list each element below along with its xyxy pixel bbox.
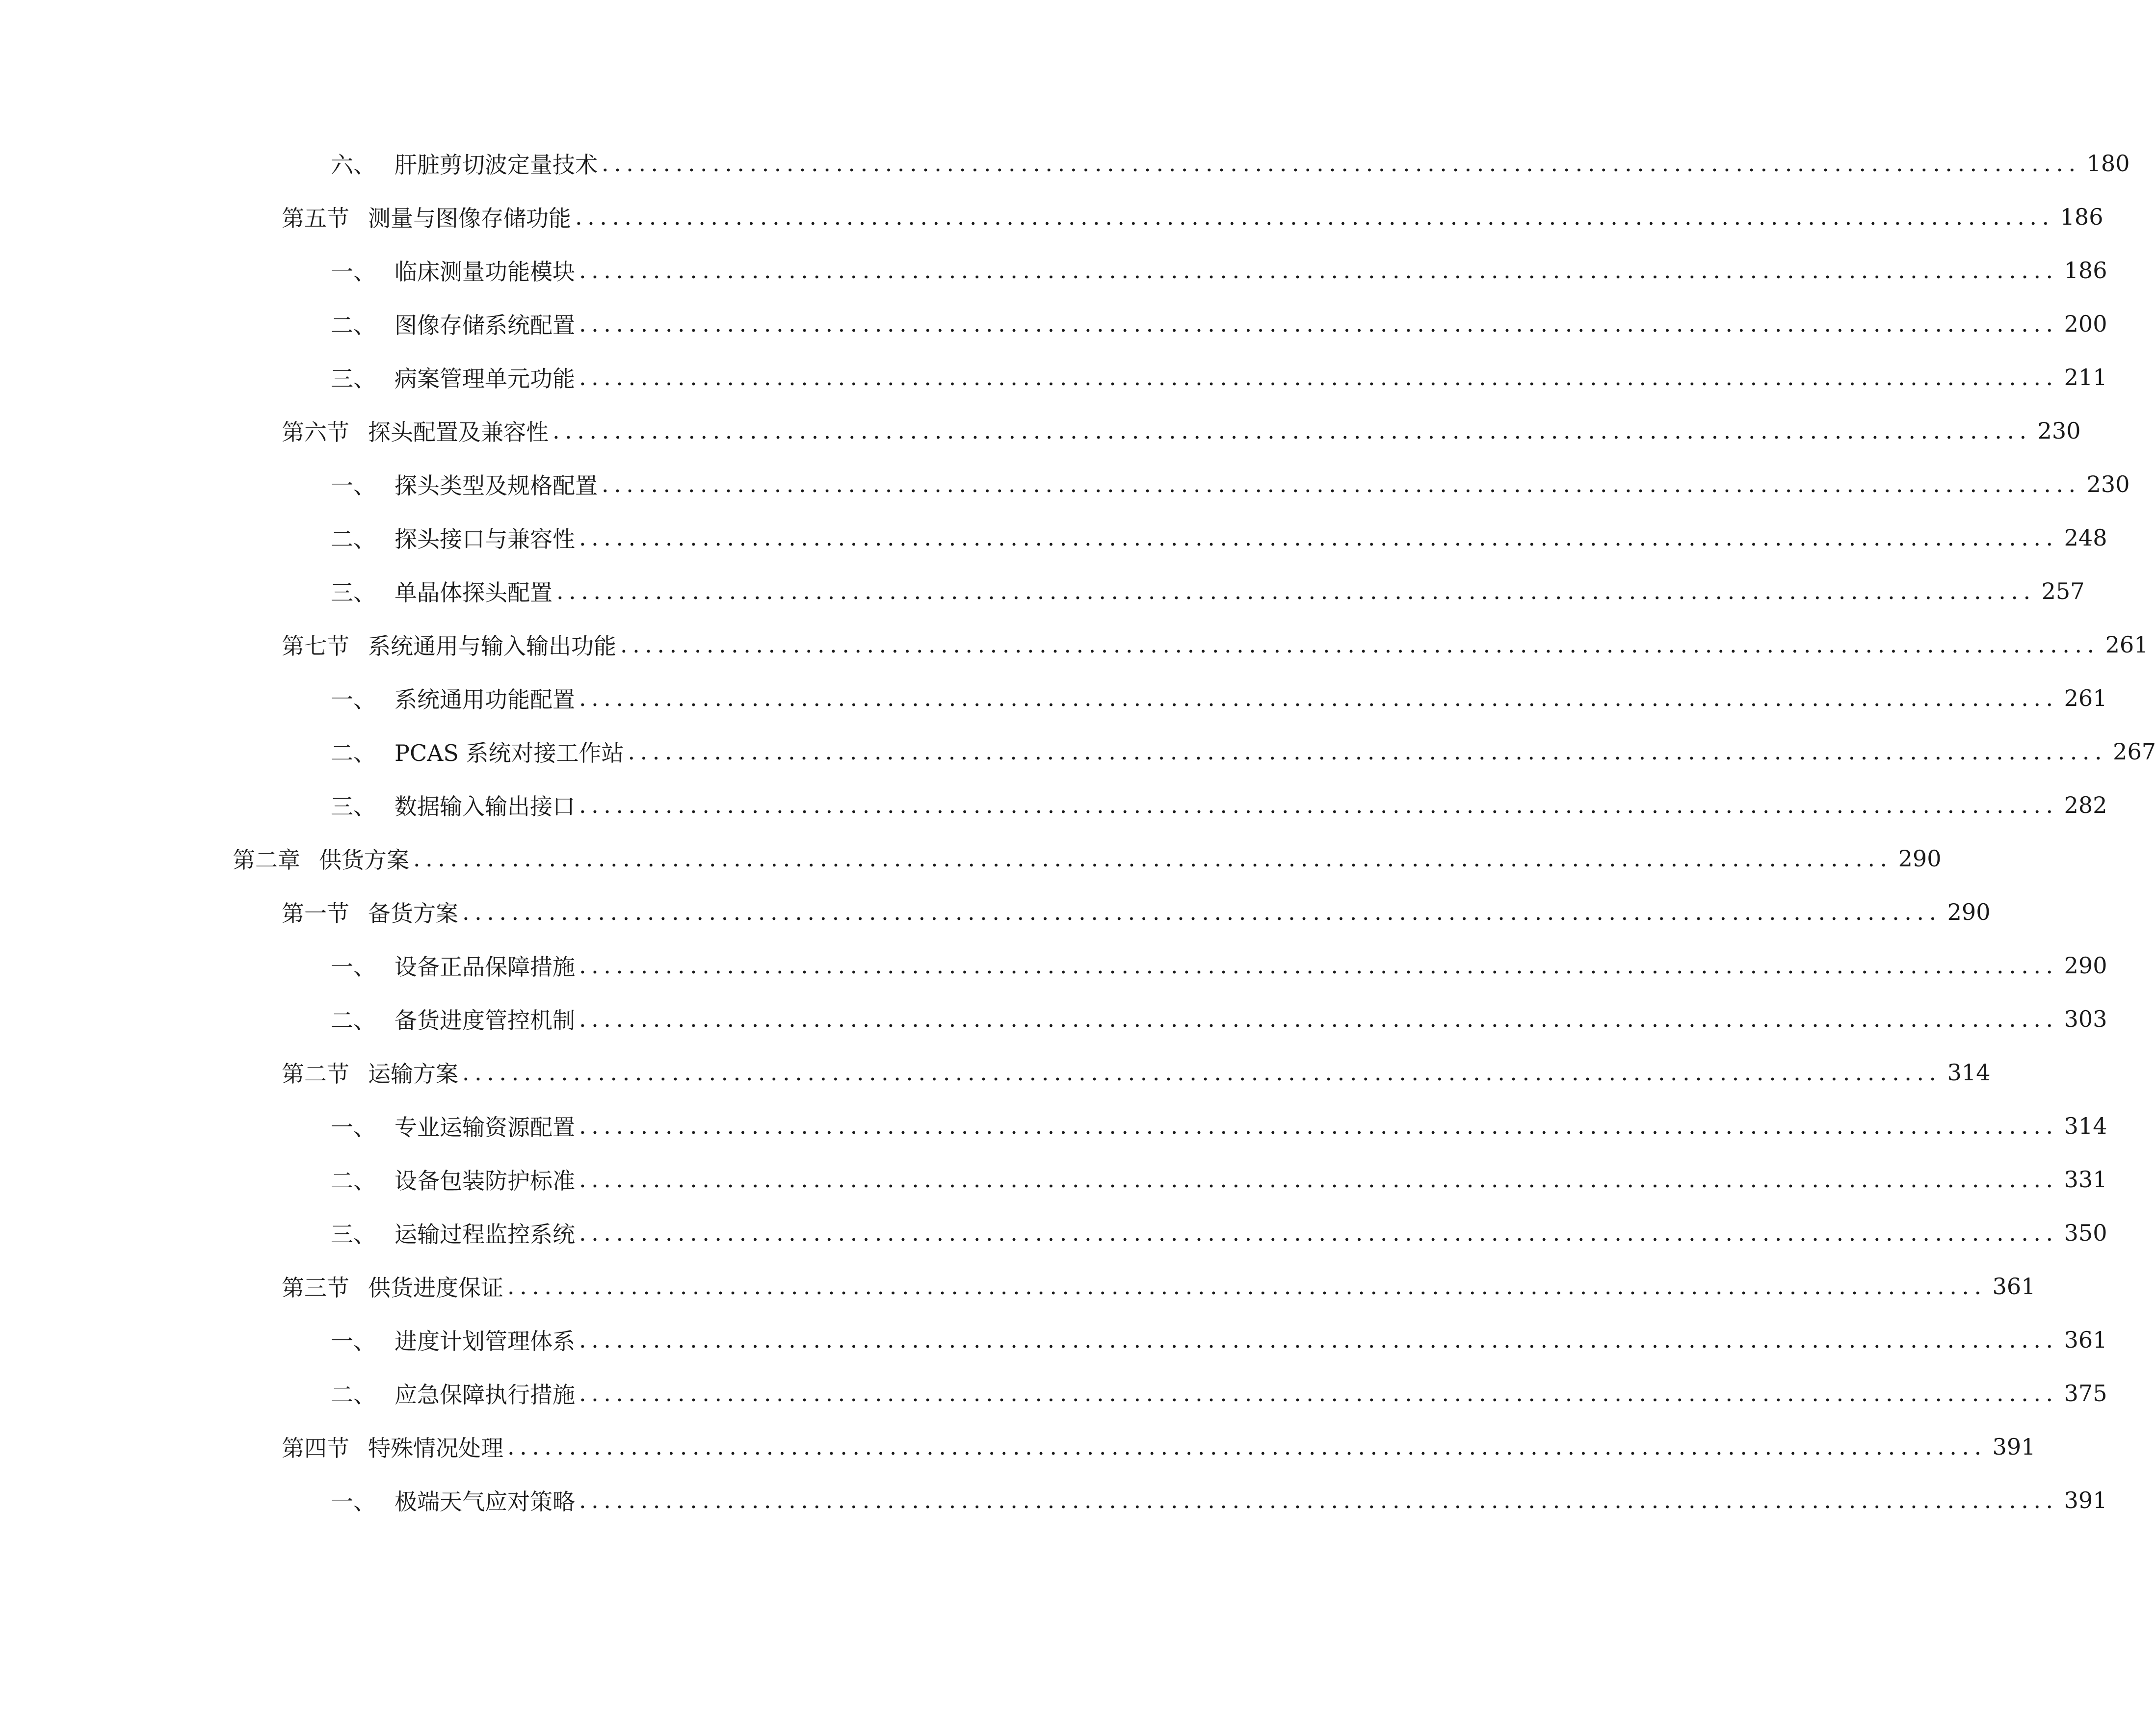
- toc-entry-title: 设备包装防护标准: [394, 1168, 575, 1194]
- toc-entry-page: 361: [2064, 1327, 2107, 1353]
- toc-entry: [282, 1053, 1991, 1092]
- toc-entry-page: 230: [2086, 471, 2130, 497]
- dot-leader: ........................................................................................................................: [579, 685, 2058, 711]
- toc-entry: [331, 1374, 2107, 1413]
- toc-entry-page: 350: [2064, 1220, 2107, 1246]
- dot-leader: ........................................................................................................................: [462, 1059, 1942, 1086]
- toc-entry-number: 第三节: [282, 1275, 349, 1301]
- toc-entry-page: 290: [2064, 952, 2107, 979]
- toc-entry-number: 第四节: [282, 1435, 349, 1461]
- toc-entry-title: 图像存储系统配置: [394, 312, 575, 339]
- toc-entry-page: 230: [2037, 417, 2081, 444]
- toc-entry-page: 375: [2064, 1380, 2107, 1407]
- dot-leader: ........................................................................................................................: [579, 257, 2058, 284]
- toc-entry-page: 303: [2064, 1006, 2107, 1032]
- toc-entry-number: 第五节: [282, 205, 349, 232]
- dot-leader: ........................................................................................................................: [579, 364, 2058, 391]
- toc-entry-title: 专业运输资源配置: [394, 1114, 575, 1141]
- dot-leader: ........................................................................................................................: [579, 1380, 2058, 1407]
- toc-entry-page: 261: [2105, 631, 2149, 658]
- toc-entry: [282, 1427, 2036, 1466]
- toc-entry: [331, 572, 2085, 611]
- toc-entry-page: 180: [2086, 150, 2130, 177]
- toc-entry-number: 二、: [331, 1007, 376, 1034]
- toc-entry: [282, 411, 2081, 450]
- toc-entry-page: 314: [2064, 1113, 2107, 1139]
- toc-entry-number: 二、: [331, 312, 376, 339]
- dot-leader: ........................................................................................................................: [620, 631, 2100, 658]
- toc-entry-title: 系统通用与输入输出功能: [368, 633, 616, 659]
- toc-entry-number: 一、: [331, 472, 376, 499]
- toc-entry-title: 设备正品保障措施: [394, 954, 575, 980]
- toc-entry: [331, 1481, 2107, 1520]
- toc-entry: [331, 1106, 2107, 1146]
- toc-entry-number: 三、: [331, 1221, 376, 1248]
- toc-entry-page: 391: [1992, 1434, 2036, 1460]
- toc-entry: [331, 1320, 2107, 1359]
- toc-entry-title: 极端天气应对策略: [394, 1488, 575, 1515]
- toc-entry: [331, 999, 2107, 1039]
- dot-leader: ........................................................................................................................: [575, 204, 2054, 230]
- toc-entry-title: 数据输入输出接口: [394, 793, 575, 820]
- toc-entry-number: 第二章: [233, 847, 300, 873]
- toc-entry-title: 单晶体探头配置: [394, 579, 552, 606]
- toc-entry-number: 三、: [331, 793, 376, 820]
- toc-entry: [331, 144, 2130, 183]
- dot-leader: ........................................................................................................................: [507, 1434, 1987, 1460]
- toc-entry: [282, 892, 1991, 932]
- toc-entry-page: 314: [1947, 1059, 1991, 1086]
- toc-entry-title: 探头配置及兼容性: [368, 419, 549, 445]
- toc-entry-number: 第二节: [282, 1061, 349, 1087]
- toc-entry-page: 290: [1898, 845, 1942, 872]
- toc-entry-page: 331: [2064, 1166, 2107, 1193]
- toc-entry-title: 运输过程监控系统: [394, 1221, 575, 1248]
- dot-leader: ........................................................................................................................: [507, 1273, 1987, 1300]
- dot-leader: ........................................................................................................................: [579, 1220, 2058, 1246]
- dot-leader: ........................................................................................................................: [602, 471, 2081, 497]
- toc-entry-title: 肝脏剪切波定量技术: [394, 152, 598, 178]
- toc-entry-number: 第一节: [282, 900, 349, 927]
- toc-entry-number: 二、: [331, 1382, 376, 1408]
- dot-leader: ........................................................................................................................: [579, 1113, 2058, 1139]
- toc-entry: [282, 625, 2149, 664]
- toc-entry: [331, 518, 2107, 557]
- toc-entry-title: 进度计划管理体系: [394, 1328, 575, 1355]
- toc-entry-page: 361: [1992, 1273, 2036, 1300]
- dot-leader: ........................................................................................................................: [556, 578, 2036, 604]
- toc-entry-number: 二、: [331, 740, 376, 766]
- toc-entry-number: 一、: [331, 259, 376, 285]
- toc-entry-title: 测量与图像存储功能: [368, 205, 571, 232]
- dot-leader: ........................................................................................................................: [579, 311, 2058, 337]
- toc-entry-number: 二、: [331, 526, 376, 552]
- dot-leader: ........................................................................................................................: [462, 899, 1942, 925]
- toc-entry-number: 第七节: [282, 633, 349, 659]
- toc-entry: [331, 678, 2107, 718]
- toc-entry-page: 282: [2064, 792, 2107, 818]
- toc-entry: [282, 197, 2103, 236]
- toc-entry-page: 211: [2064, 364, 2107, 391]
- dot-leader: ........................................................................................................................: [413, 845, 1893, 872]
- toc-entry-number: 三、: [331, 365, 376, 392]
- toc-entry-title: 供货方案: [319, 847, 409, 873]
- toc-entry: [331, 1160, 2107, 1199]
- toc-entry-number: 三、: [331, 579, 376, 606]
- dot-leader: ........................................................................................................................: [579, 524, 2058, 551]
- toc-entry-number: 第六节: [282, 419, 349, 445]
- dot-leader: ........................................................................................................................: [579, 952, 2058, 979]
- toc-entry-number: 一、: [331, 1488, 376, 1515]
- dot-leader: ........................................................................................................................: [579, 1327, 2058, 1353]
- toc-entry-page: 267: [2113, 738, 2156, 765]
- toc-entry-page: 261: [2064, 685, 2107, 711]
- toc-entry-number: 一、: [331, 686, 376, 713]
- toc-entry: [331, 304, 2107, 343]
- toc-entry-title: 供货进度保证: [368, 1275, 503, 1301]
- toc-entry-page: 200: [2064, 311, 2107, 337]
- toc-entry-number: 一、: [331, 1328, 376, 1355]
- toc-entry: [282, 1267, 2036, 1306]
- toc-entry-title: 备货方案: [368, 900, 458, 927]
- toc-entry-title: 运输方案: [368, 1061, 458, 1087]
- toc-entry-page: 186: [2060, 204, 2103, 230]
- toc-entry: [331, 946, 2107, 985]
- toc-entry: [331, 251, 2107, 290]
- dot-leader: ........................................................................................................................: [579, 1166, 2058, 1193]
- toc-entry: [331, 732, 2156, 771]
- toc-entry-title: 探头接口与兼容性: [394, 526, 575, 552]
- toc-entry-page: 248: [2064, 524, 2107, 551]
- dot-leader: ........................................................................................................................: [579, 792, 2058, 818]
- dot-leader: ........................................................................................................................: [579, 1006, 2058, 1032]
- dot-leader: ........................................................................................................................: [579, 1487, 2058, 1513]
- toc-entry-title: PCAS 系统对接工作站: [394, 740, 624, 766]
- toc-entry-number: 一、: [331, 954, 376, 980]
- toc-entry-page: 391: [2064, 1487, 2107, 1513]
- toc-entry-title: 探头类型及规格配置: [394, 472, 598, 499]
- dot-leader: ........................................................................................................................: [552, 417, 2032, 444]
- toc-entry: [331, 1213, 2107, 1252]
- toc-entry-number: 六、: [331, 152, 376, 178]
- toc-entry-title: 应急保障执行措施: [394, 1382, 575, 1408]
- toc-entry-number: 一、: [331, 1114, 376, 1141]
- toc-entry-title: 病案管理单元功能: [394, 365, 575, 392]
- toc-entry-title: 系统通用功能配置: [394, 686, 575, 713]
- toc-entry-title: 临床测量功能模块: [394, 259, 575, 285]
- dot-leader: ........................................................................................................................: [628, 738, 2107, 765]
- toc-entry: [331, 465, 2130, 504]
- toc-entry-title: 特殊情况处理: [368, 1435, 503, 1461]
- toc-entry: [331, 358, 2107, 397]
- toc-entry: [233, 839, 1942, 878]
- toc-entry-number: 二、: [331, 1168, 376, 1194]
- toc-entry-page: 186: [2064, 257, 2107, 284]
- toc-entry-page: 257: [2041, 578, 2085, 604]
- toc-entry-page: 290: [1947, 899, 1991, 925]
- dot-leader: ........................................................................................................................: [602, 150, 2081, 177]
- toc-entry: [331, 785, 2107, 825]
- toc-entry-title: 备货进度管控机制: [394, 1007, 575, 1034]
